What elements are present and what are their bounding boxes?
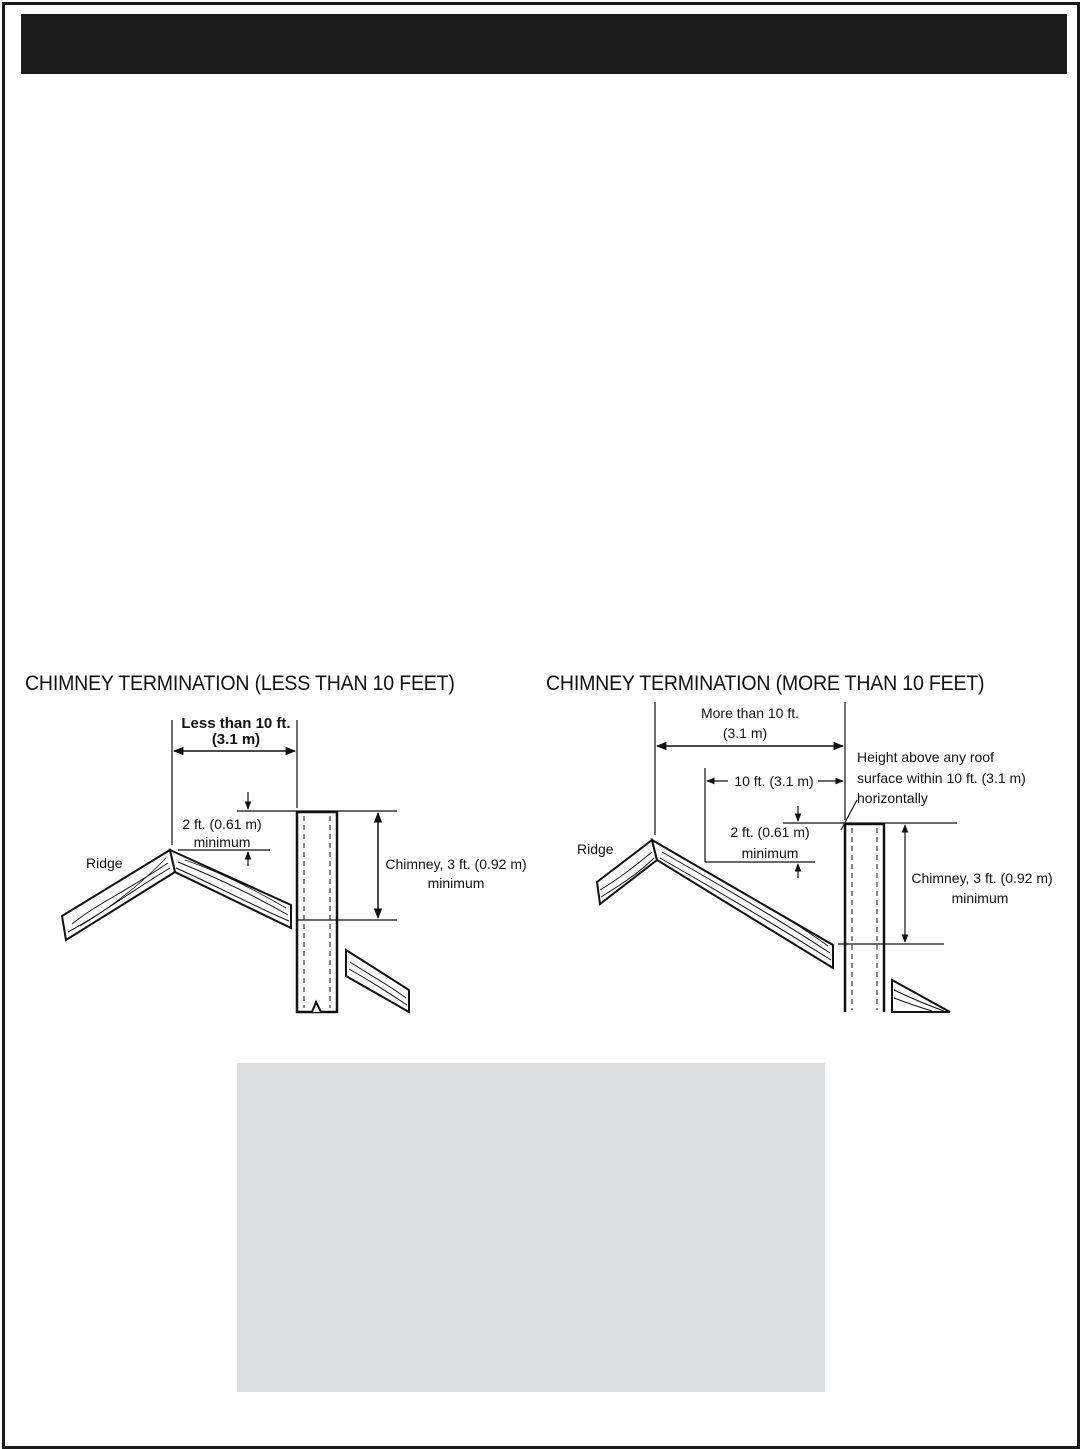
right-chimney-label: Chimney, 3 ft. (0.92 m)	[911, 870, 1053, 886]
left-roof-right-slope	[170, 850, 291, 928]
left-ridge-label: Ridge	[86, 855, 123, 871]
right-distance-label: More than 10 ft.	[700, 705, 800, 721]
right-diagram-title: CHIMNEY TERMINATION (MORE THAN 10 FEET)	[546, 672, 985, 695]
right-chimney	[845, 823, 884, 1012]
right-clearance-note: minimum	[741, 845, 799, 861]
right-chimney-note: minimum	[951, 890, 1009, 906]
right-lower-roof	[892, 980, 950, 1012]
right-diagram-labels	[577, 705, 1053, 906]
left-distance-metric: (3.1 m)	[211, 731, 261, 748]
left-chimney-note: minimum	[427, 875, 485, 891]
right-height-note-line3: horizontally	[857, 790, 928, 806]
note-panel	[237, 1063, 825, 1392]
left-chimney	[297, 812, 337, 1012]
left-ridge-clearance: 2 ft. (0.61 m)	[182, 816, 262, 832]
right-height-note-line2: surface within 10 ft. (3.1 m)	[857, 770, 1026, 786]
right-ridge-label: Ridge	[577, 841, 614, 857]
left-distance-label: Less than 10 ft.	[181, 715, 291, 732]
left-chimney-label: Chimney, 3 ft. (0.92 m)	[385, 856, 527, 872]
right-distance-metric: (3.1 m)	[722, 725, 768, 741]
right-horizontal-label: 10 ft. (3.1 m)	[734, 773, 814, 789]
right-height-note-line1: Height above any roof	[857, 749, 994, 765]
right-clearance: 2 ft. (0.61 m)	[730, 824, 810, 840]
left-lower-roof	[346, 950, 409, 1012]
left-ridge-clearance-note: minimum	[193, 834, 251, 850]
left-diagram-title: CHIMNEY TERMINATION (LESS THAN 10 FEET)	[25, 672, 455, 695]
